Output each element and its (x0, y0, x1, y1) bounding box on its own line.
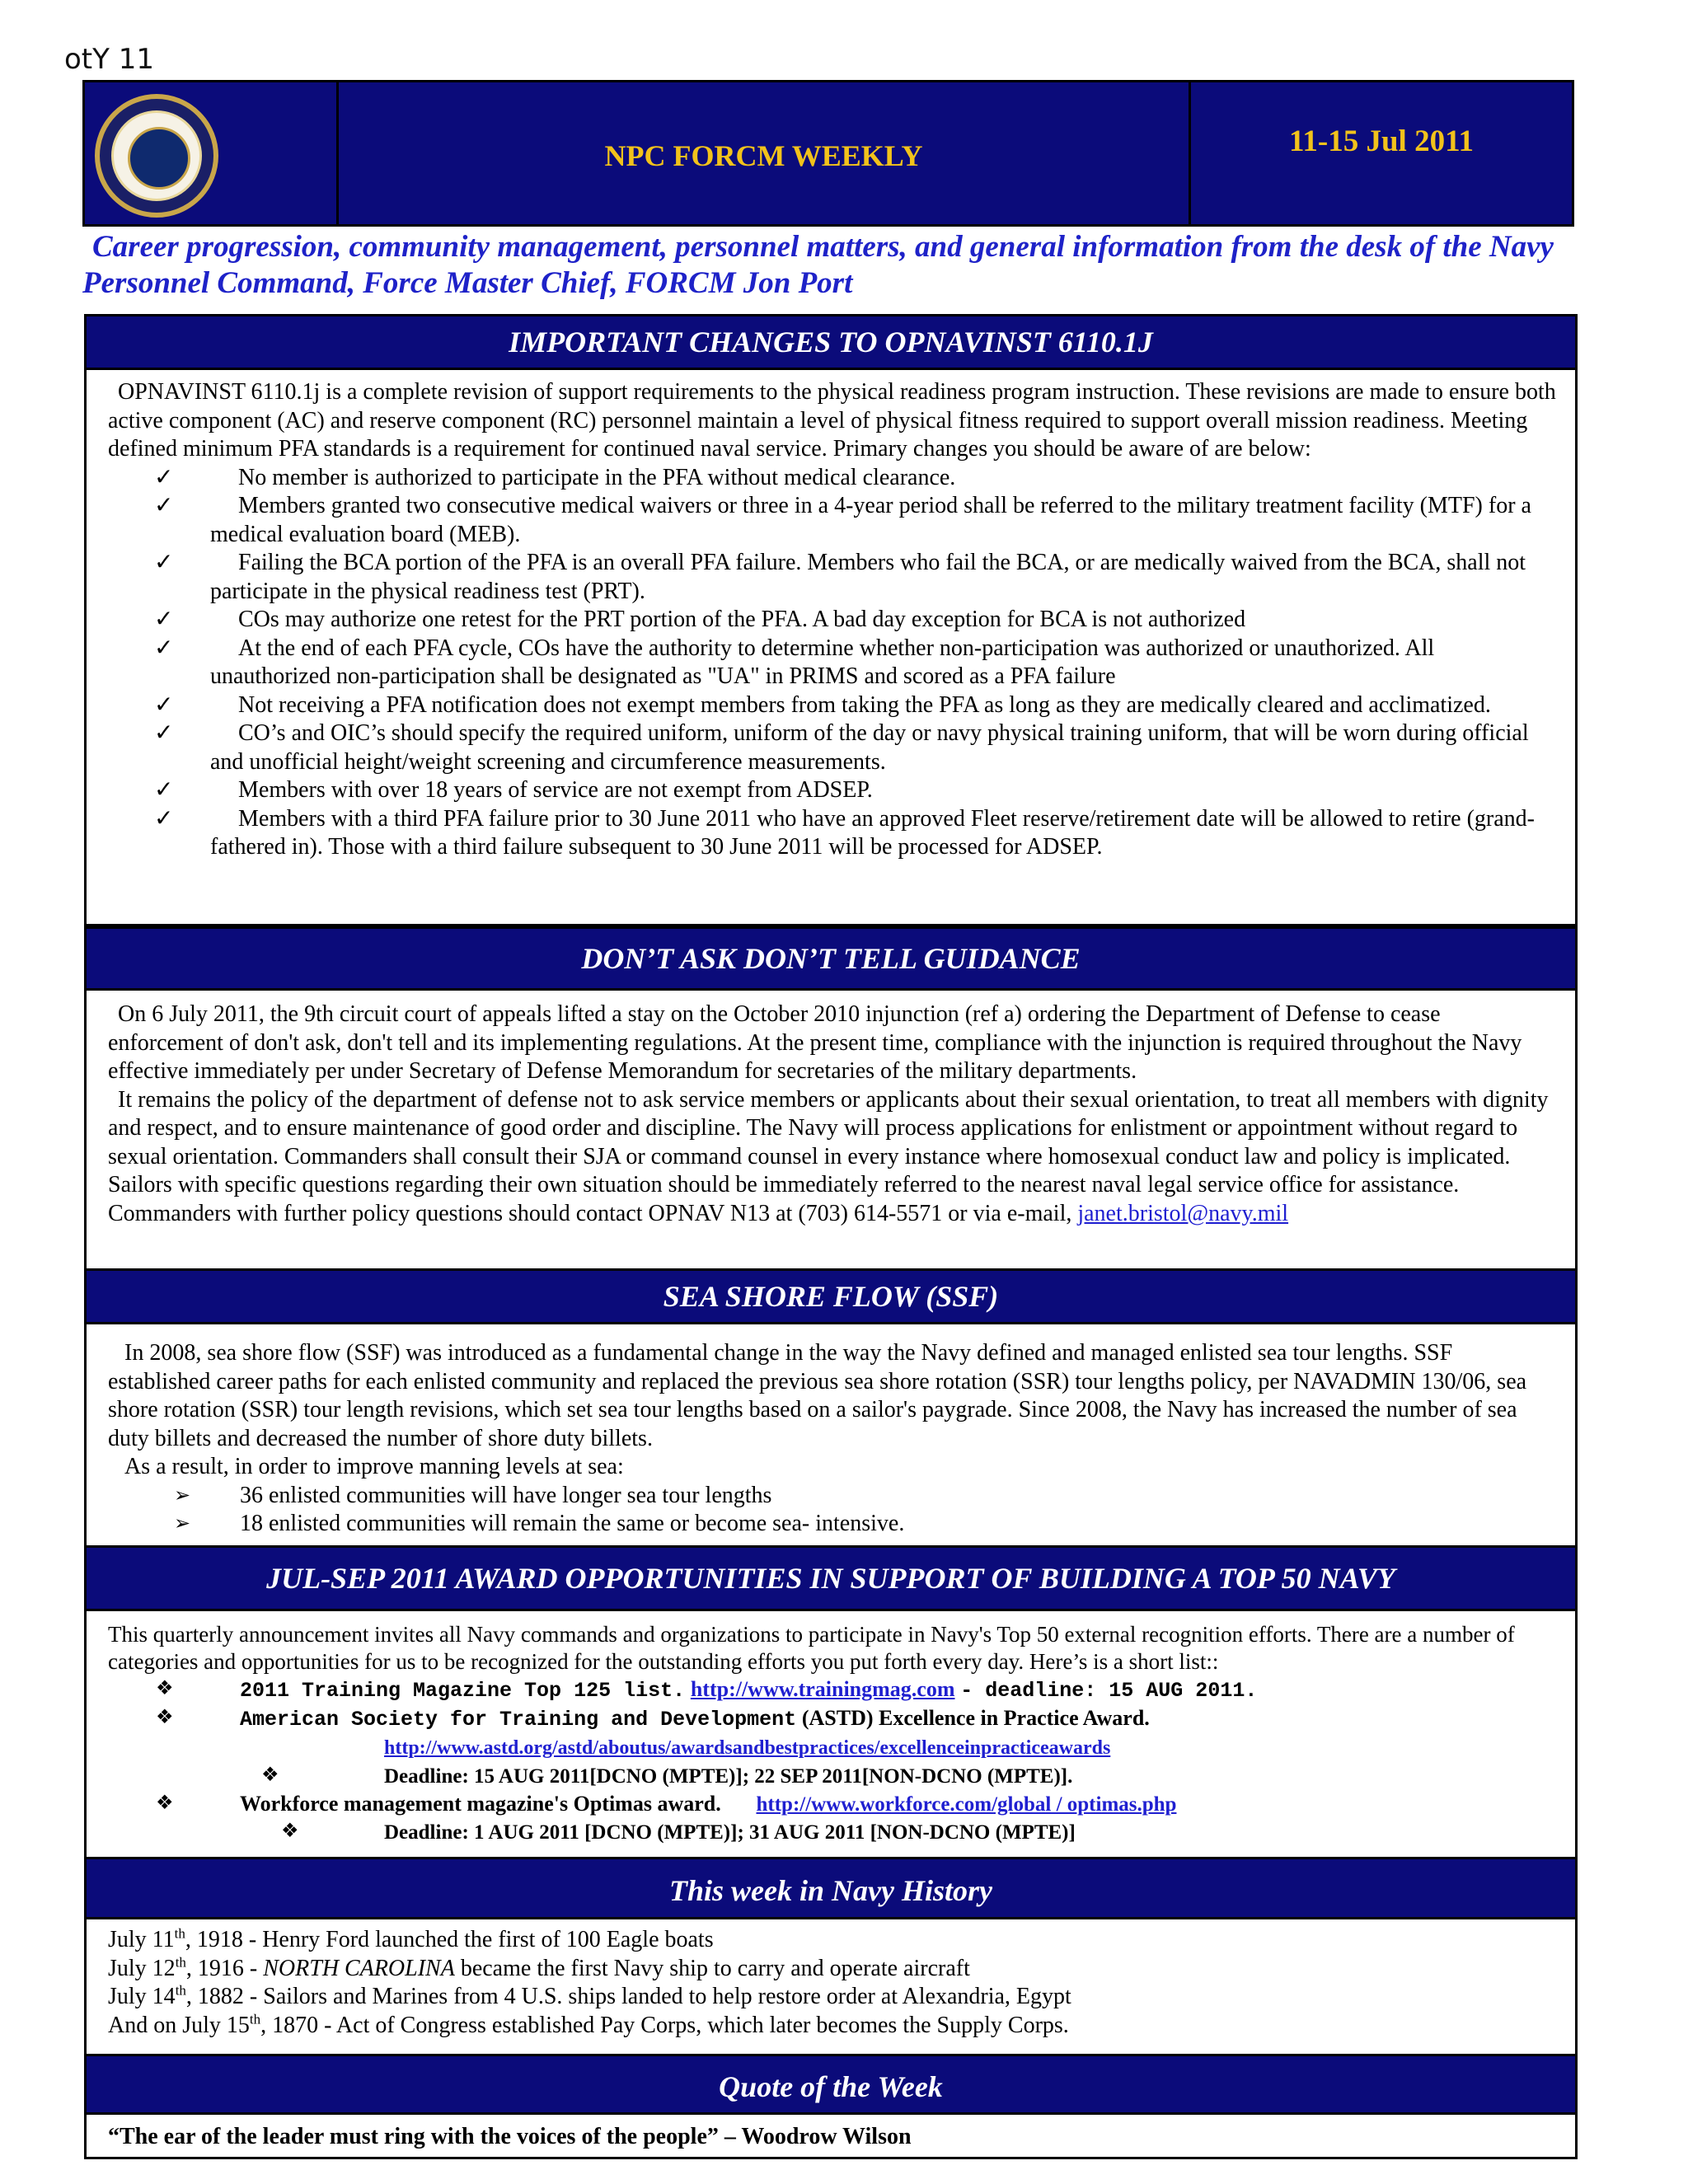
ssf-paragraph: In 2008, sea shore flow (SSF) was introduced as a fundamental change in the way the Navy defined and managed enlisted sea tour lengths. SSF established career paths for each enlisted community and replaced the previous sea shore rotation (SSR) tour lengths policy, per NAVADMIN 130/06, sea shore rotation (SSR) tour length revisions, which set sea tour lengths based on a sailor's paygrade. Since 2008, the Navy has increased the number of sea duty billets and decreased the number of shore duty billets. (108, 1340, 1527, 1451)
award-label: American Society for Training and Development (240, 1708, 797, 1732)
opnav-change-text: Members with over 18 years of service are not exempt from ADSEP. (238, 777, 873, 803)
section-awards (84, 1545, 1578, 1859)
astd-link[interactable]: http://www.astd.org/astd/aboutus/awardsandbestpractices/excellenceinpracticeawards (384, 1737, 1111, 1759)
arrow-bullet-icon: ➢ (174, 1484, 191, 1507)
award-deadline: - deadline: 15 AUG 2011. (960, 1679, 1258, 1703)
trainingmag-link[interactable]: http://www.trainingmag.com (690, 1677, 955, 1701)
history-event: July 12th, 1916 - NORTH CAROLINA became the first Navy ship to carry and operate aircraft (108, 1954, 970, 1981)
bullet-icon: ❖ (156, 1793, 174, 1814)
checkmark-icon: ✓ (154, 493, 174, 518)
section-heading: JUL-SEP 2011 AWARD OPPORTUNITIES IN SUPPORT OF BUILDING A TOP 50 NAVY (87, 1548, 1575, 1611)
section-body (87, 370, 1575, 862)
opnav-change-item (108, 691, 1557, 720)
dadt-paragraph-1: On 6 July 2011, the 9th circuit court of appeals lifted a stay on the October 2010 injunction (ref a) ordering the Department of Defense to cease enforcement of don't ask, don't tell and its implementing regulations. At the present time, compliance with the injunction is required throughout the Navy effective immediately per under Secretary of Defense Memorandum for secretaries of the military departments. (108, 1001, 1522, 1084)
award-deadline: Deadline: 15 AUG 2011[DCNO (MPTE)]; 22 SEP 2011[NON-DCNO (MPTE)]. (384, 1765, 1073, 1788)
header-banner (82, 80, 1574, 227)
opnav-change-text: Members with a third PFA failure prior to 30 June 2011 who have an approved Fleet reserve/retirement date will be allowed to retire (grand-fathered in). Those with a third failure subsequent to 30 June 2011 will be processed for ADSEP. (210, 805, 1535, 860)
checkmark-icon: ✓ (154, 550, 174, 575)
ssf-list-text: 36 enlisted communities will have longer sea tour lengths (240, 1482, 772, 1508)
opnav-change-item (108, 805, 1557, 862)
opnav-change-item (108, 606, 1557, 635)
section-body (87, 1324, 1575, 1539)
title-cell (339, 82, 1191, 224)
opnav-intro: OPNAVINST 6110.1j is a complete revision of support requirements to the physical readiness program instruction. These revisions are made to ensure both active component (AC) and reserve component (RC) personnel maintain a level of physical fitness required to support overall mission readiness. Meeting defined minimum PFA standards is a requirement for continued naval service. Primary changes you should be aware of are below: (108, 379, 1556, 462)
arrow-bullet-icon: ➢ (174, 1513, 191, 1535)
history-event: July 11th, 1918 - Henry Ford launched the first of 100 Eagle boats (108, 1925, 714, 1952)
section-heading: SEA SHORE FLOW (SSF) (87, 1271, 1575, 1324)
checkmark-icon: ✓ (154, 635, 174, 661)
opnav-change-list (108, 464, 1557, 862)
navy-personnel-command-seal (95, 94, 218, 218)
checkmark-icon: ✓ (154, 607, 174, 632)
opnav-change-text: Not receiving a PFA notification does not exempt members from taking the PFA as long as they are medically cleared and acclimatized. (238, 691, 1491, 718)
quote-text: “The ear of the leader must ring with the voices of the people” – Woodrow Wilson (108, 2124, 912, 2149)
history-event: July 14th, 1882 - Sailors and Marines from 4 U.S. ships landed to help restore order at Alexandria, Egypt (108, 1982, 1071, 2009)
award-label: 2011 Training Magazine Top 125 list. (240, 1679, 686, 1703)
newsletter-title: NPC FORCM WEEKLY (604, 139, 923, 172)
history-event: And on July 15th, 1870 - Act of Congress established Pay Corps, which later becomes the Supply Corps. (108, 2011, 1069, 2038)
checkmark-icon: ✓ (154, 464, 174, 490)
bullet-icon: ❖ (261, 1765, 279, 1786)
section-quote (84, 2054, 1578, 2159)
optimas-link[interactable]: http://www.workforce.com/global / optimas.php (756, 1793, 1177, 1816)
award-deadline: Deadline: 1 AUG 2011 [DCNO (MPTE)]; 31 AUG 2011 [NON-DCNO (MPTE)] (384, 1821, 1076, 1844)
dadt-contact (108, 1200, 1557, 1229)
opnav-change-text: Failing the BCA portion of the PFA is an overall PFA failure. Members who fail the BCA, or are medically waived from the BCA, shall not participate in the physical readiness test (PRT). (210, 550, 1526, 604)
issue-date: 11-15 Jul 2011 (1288, 124, 1475, 158)
opnav-change-item (108, 549, 1557, 606)
section-body (87, 1919, 1575, 2040)
ship-name: NORTH CAROLINA (263, 1955, 455, 1981)
checkmark-icon: ✓ (154, 720, 174, 746)
opnav-change-text: CO’s and OIC’s should specify the required uniform, uniform of the day or navy physical training uniform, that will be worn during official and unofficial height/weight screening and circumference measurements. (210, 720, 1529, 775)
seal-cell (85, 82, 339, 224)
opnav-change-text: Members granted two consecutive medical waivers or three in a 4-year period shall be referred to the military treatment facility (MTF) for a medical evaluation board (MEB). (210, 493, 1531, 547)
section-dadt (84, 926, 1578, 1271)
opnav-change-text: COs may authorize one retest for the PRT portion of the PFA. A bad day exception for BCA is not authorized (238, 607, 1246, 632)
checkmark-icon: ✓ (154, 805, 174, 832)
date-cell (1191, 82, 1572, 224)
seal-eagle-emblem (128, 127, 190, 190)
checkmark-icon: ✓ (154, 777, 174, 803)
award-label-rest: (ASTD) Excellence in Practice Award. (801, 1706, 1150, 1730)
astd-deadline-row (108, 1762, 1557, 1790)
ssf-list (108, 1482, 1557, 1539)
section-opnavinst (84, 314, 1578, 926)
corner-note: otY 11 (64, 43, 154, 76)
award-item-optimas (108, 1790, 1557, 1818)
opnav-change-item (108, 635, 1557, 691)
section-body (87, 991, 1575, 1228)
section-heading: Quote of the Week (87, 2056, 1575, 2115)
ssf-list-item (108, 1482, 1557, 1511)
ssf-list-text: 18 enlisted communities will remain the same or become sea- intensive. (240, 1511, 905, 1536)
section-heading: DON’T ASK DON’T TELL GUIDANCE (87, 929, 1575, 991)
opnav-change-text: At the end of each PFA cycle, COs have the authority to determine whether non-participation was authorized or unauthorized. All unauthorized non-participation shall be designated as "UA" in PRIMS and scored as a PFA failure (210, 635, 1435, 689)
section-ssf (84, 1268, 1578, 1548)
section-navy-history (84, 1857, 1578, 2059)
award-item-astd (108, 1704, 1557, 1733)
ssf-as-a-result: As a result, in order to improve manning levels at sea: (124, 1454, 624, 1479)
award-label: Workforce management magazine's Optimas award. (240, 1792, 721, 1816)
opnav-change-item (108, 492, 1557, 549)
award-item-training-magazine (108, 1675, 1557, 1704)
ssf-list-item (108, 1510, 1557, 1539)
section-body (87, 1611, 1575, 1846)
section-body (87, 2115, 1575, 2152)
section-heading: IMPORTANT CHANGES TO OPNAVINST 6110.1J (87, 316, 1575, 370)
opnav-change-item (108, 776, 1557, 805)
opnav-change-item (108, 719, 1557, 776)
opnav-change-text: No member is authorized to participate in the PFA without medical clearance. (238, 464, 956, 490)
checkmark-icon: ✓ (154, 691, 174, 718)
email-link[interactable]: janet.bristol@navy.mil (1077, 1200, 1289, 1226)
awards-intro: This quarterly announcement invites all Navy commands and organizations to participate in Navy's Top 50 external recognition efforts. There are a number of categories and opportunities for us to be recognized for the outstanding efforts you put forth every day. Here’s is a short list:: (108, 1622, 1515, 1674)
astd-link-row (108, 1733, 1557, 1762)
section-heading: This week in Navy History (87, 1859, 1575, 1919)
opnav-change-item (108, 464, 1557, 493)
bullet-icon: ❖ (156, 1707, 174, 1728)
tagline: Career progression, community management, personnel matters, and general information from the desk of the Navy Personnel Command, Force Master Chief, FORCM Jon Port (82, 230, 1554, 300)
bullet-icon: ❖ (156, 1678, 174, 1699)
dadt-contact-text: Commanders with further policy questions should contact OPNAV N13 at (703) 614-5571 or via e-mail, (108, 1200, 1072, 1226)
optimas-deadline-row (108, 1818, 1557, 1846)
dadt-paragraph-2: It remains the policy of the department of defense not to ask service members or applicants about their sexual orientation, to treat all members with dignity and respect, and to ensure maintenance of good order and discipline. The Navy will process applications for enlistment or appointment without regard to sexual orientation. Commanders shall consult their SJA or command counsel in every instance where homosexual conduct law and policy is implicated. Sailors with specific questions regarding their own situation should be immediately referred to the nearest naval legal service office for assistance. (108, 1086, 1549, 1197)
bullet-icon: ❖ (281, 1821, 299, 1842)
